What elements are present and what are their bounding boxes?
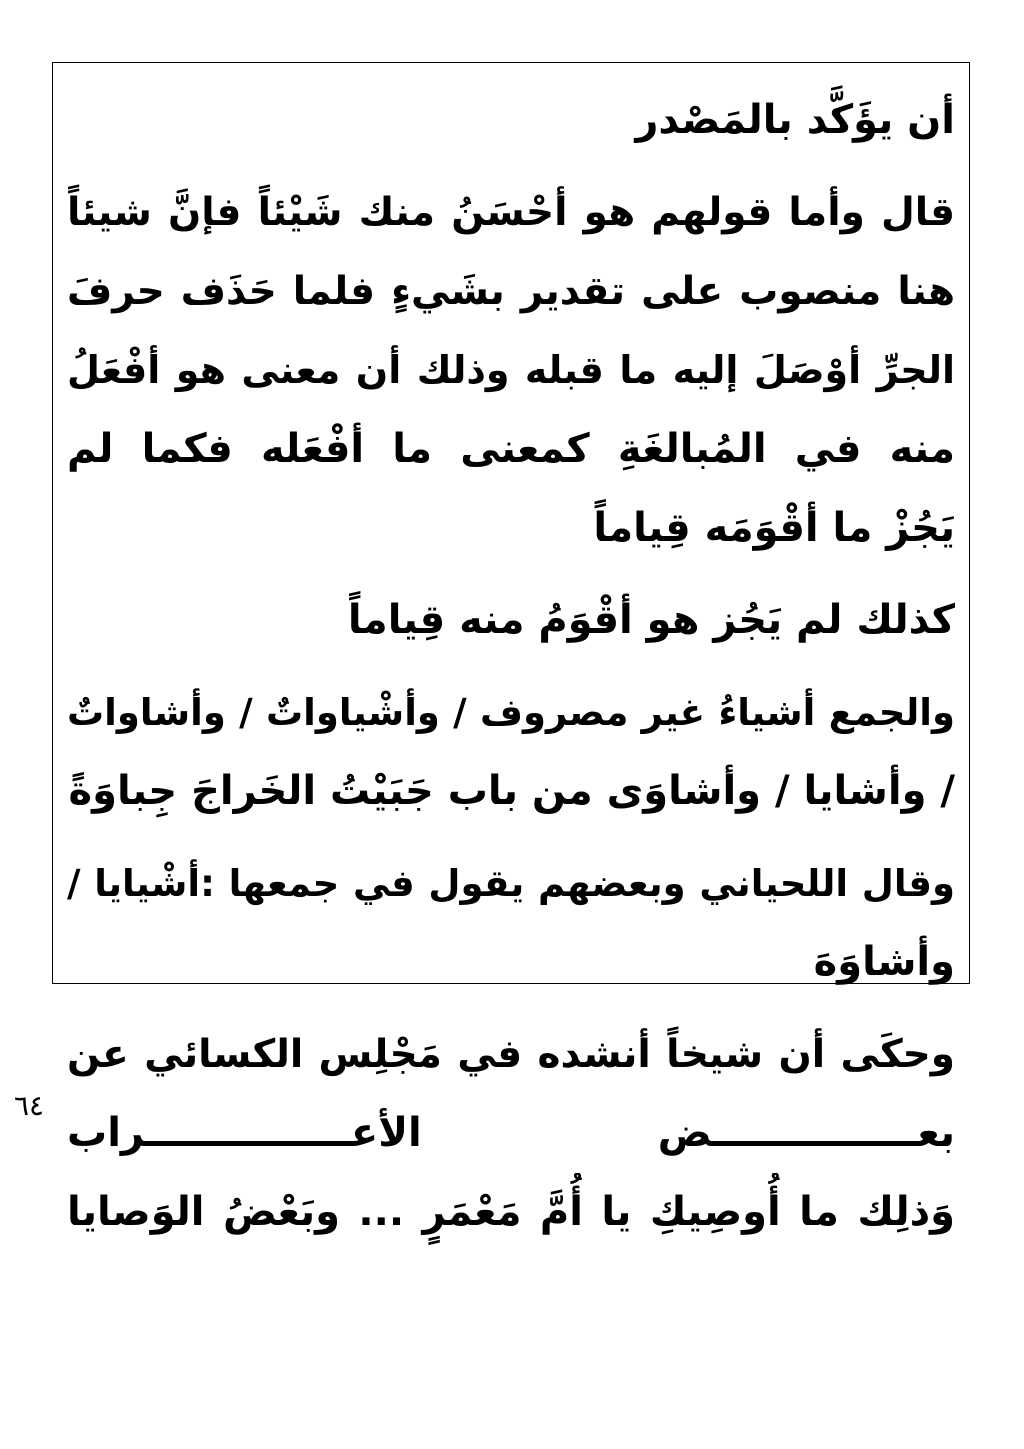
paragraph xyxy=(67,581,955,660)
body-text xyxy=(67,81,955,1265)
text-frame xyxy=(52,62,970,1235)
paragraph xyxy=(67,844,955,1002)
text-line: منه في المُبالغَةِ كمعنى ما أفْعَله فكما لم xyxy=(67,426,955,472)
text-line: وحكَى أن شيخاً أنشده في مَجْلِس الكسائي عن xyxy=(67,1032,955,1077)
text-line: أن يؤَكَّد بالمَصْدر xyxy=(635,97,955,143)
paragraph xyxy=(67,81,955,160)
text-line: وقال اللحياني وبعضهم يقول في جمعها :أشْيايا / xyxy=(67,862,955,905)
text-line: وَذلِك ما أُوصِيكِ يا أُمَّ مَعْمَرٍ ... وبَعْضُ الوَصايا xyxy=(67,1189,955,1235)
paragraph xyxy=(67,1015,955,1252)
paragraph xyxy=(67,673,955,831)
text-line: قال وأما قولهم هو أحْسَنُ منك شَيْئاً فإنَّ شيئاً xyxy=(67,190,955,235)
page-number: ٦٤ xyxy=(14,1089,45,1122)
text-line: كذلك لم يَجُز هو أقْوَمُ منه قِياماً xyxy=(347,597,955,643)
text-line: والجمع أشياءُ غير مصروف / وأشْياواتٌ / وأشاواتٌ xyxy=(67,691,955,734)
paragraph xyxy=(67,173,955,568)
text-line: وأشاوَهَ xyxy=(813,939,955,985)
text-line: هنا منصوب على تقدير بشَيءٍ فلما حَذَف حرفَ xyxy=(67,269,955,314)
text-line: / وأشايا / وأشاوَى من باب جَبَيْتُ الخَراجَ جِباوَةً xyxy=(68,768,955,814)
text-line: يَجُزْ ما أقْوَمَه قِياماً xyxy=(593,505,955,551)
text-line: بعـــــــــــــــض الأعـــــــــــــــراب xyxy=(67,1110,955,1156)
text-line: الجرِّ أوْصَلَ إليه ما قبله وذلك أن معنى هو أفْعَلُ xyxy=(67,348,955,392)
